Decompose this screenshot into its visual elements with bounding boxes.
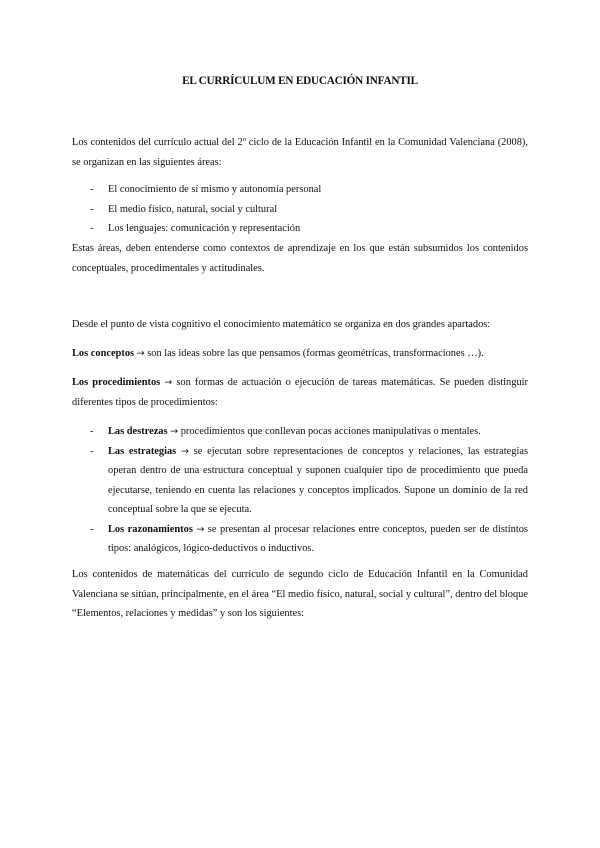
list-item	[72, 180, 528, 200]
list-item	[72, 200, 528, 220]
bullet-dash: -	[90, 184, 94, 195]
procedures-term: Los procedimientos	[72, 377, 161, 388]
bullet-dash: -	[90, 223, 94, 234]
arrow-icon: →	[164, 377, 173, 388]
page-title: EL CURRÍCULUM EN EDUCACIÓN INFANTIL	[182, 75, 418, 87]
arrow-icon: →	[170, 426, 179, 437]
procedure-type-text: se ejecutan sobre representaciones de conceptos y relaciones, las estrategias operan dentro de una estructura conceptual y suponen cualquier tipo de procedimiento que pueda ejecutarse, teniendo en cuenta las relaciones y conceptos implicados. Supone un dominio de la red conceptual sobre la que se ejecuta.	[108, 445, 528, 515]
procedure-type-term: Las destrezas	[108, 426, 168, 437]
procedure-type-term: Las estrategias	[108, 445, 177, 457]
cognitive-intro-paragraph: Desde el punto de vista cognitivo el conocimiento matemático se organiza en dos grandes apartados:	[72, 319, 491, 330]
procedure-types-list	[72, 422, 528, 559]
arrow-icon: →	[180, 445, 189, 457]
procedure-type-text: procedimientos que conllevan pocas acciones manipulativas o mentales.	[178, 426, 481, 437]
procedure-type-text: se presentan al procesar relaciones entre conceptos, pueden ser de distintos tipos: analógicos, lógico-deductivos o inductivos.	[108, 523, 528, 554]
procedures-paragraph	[72, 373, 528, 412]
list-item	[72, 520, 528, 559]
area-text: El medio físico, natural, social y cultural	[108, 203, 278, 215]
arrow-icon: →	[196, 523, 205, 535]
concepts-term: Los conceptos	[72, 348, 135, 359]
bullet-dash: -	[90, 523, 94, 535]
bullet-dash: -	[90, 426, 94, 437]
procedure-type-term: Los razonamientos	[108, 523, 193, 535]
procedures-text: son formas de actuación o ejecución de tareas matemáticas. Se pueden distinguir diferentes tipos de procedimientos:	[72, 377, 528, 408]
list-item	[72, 442, 528, 520]
list-item	[72, 219, 528, 239]
area-text: El conocimiento de sí mismo y autonomía personal	[108, 184, 322, 195]
intro-paragraph: Los contenidos del currículo actual del 2º ciclo de la Educación Infantil en la Comunidad Valenciana (2008), se organizan en las siguientes áreas:	[72, 137, 528, 168]
concepts-text: son las ideas sobre las que pensamos (formas geométricas, transformaciones …).	[144, 348, 484, 359]
areas-list	[72, 180, 528, 239]
bullet-dash: -	[90, 445, 94, 457]
closing-paragraph: Los contenidos de matemáticas del currículo de segundo ciclo de Educación Infantil en la Comunidad Valenciana se sitúan, principalmente, en el área “El medio físico, natural, social y cultural”, dentro del bloque “Elementos, relaciones y medidas” y son los siguientes:	[72, 569, 528, 619]
list-item	[72, 422, 528, 442]
area-text: Los lenguajes: comunicación y representación	[108, 223, 301, 234]
concepts-paragraph	[72, 344, 528, 364]
areas-note-paragraph: Estas áreas, deben entenderse como contextos de aprendizaje en los que están subsumidos los contenidos conceptuales, procedimentales y actitudinales.	[72, 243, 528, 274]
arrow-icon: →	[136, 348, 145, 359]
bullet-dash: -	[90, 203, 94, 215]
